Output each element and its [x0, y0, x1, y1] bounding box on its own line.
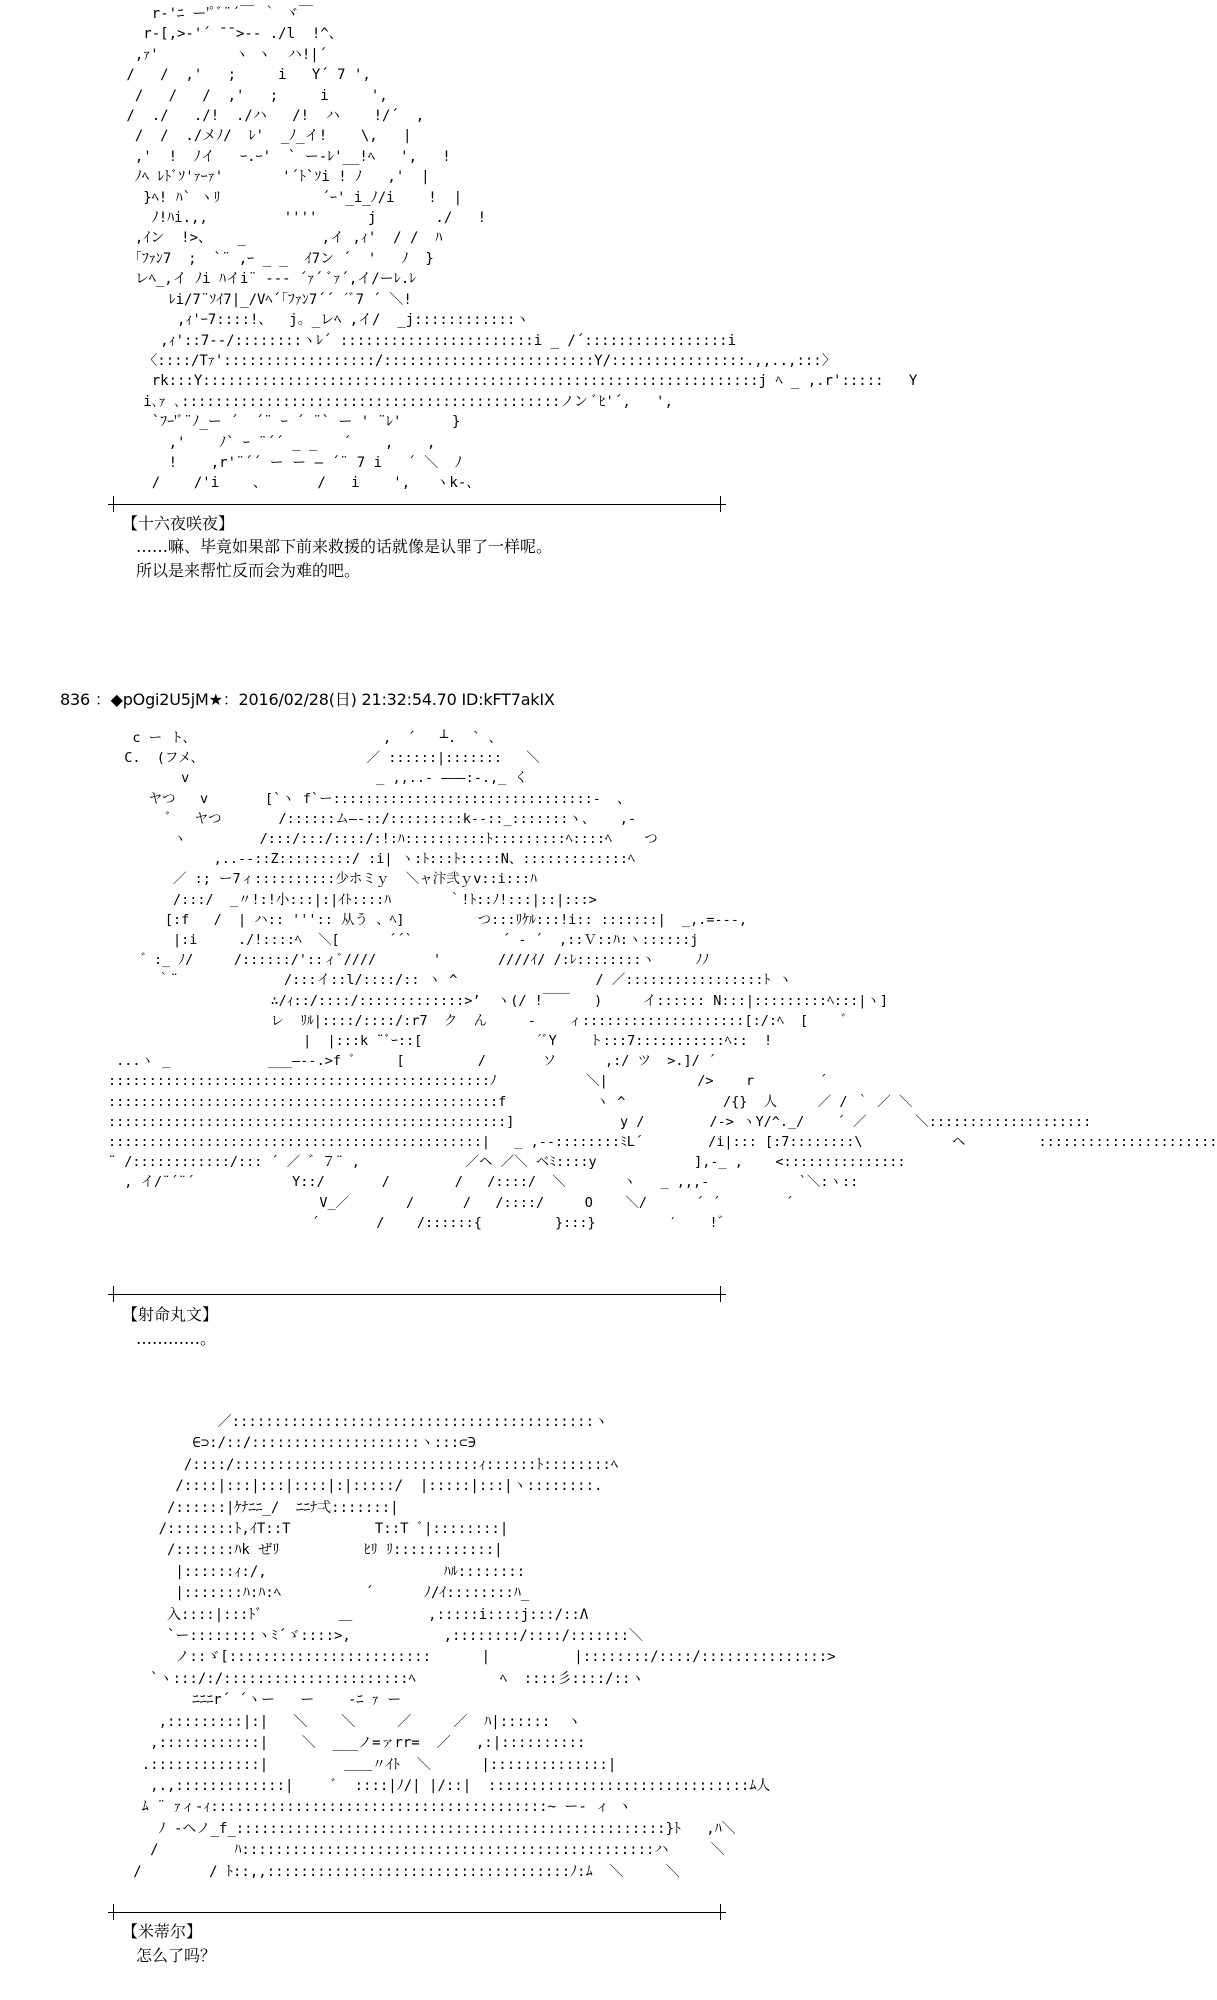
speaker-name: 【射命丸文】	[122, 1305, 219, 1324]
ascii-art-aya: c ー ト、 , ´ ┴. ` 、 C. (フメ、 ／ ::::::|::::::: ＼ v _ ,,..- ―――:-.,_ く ヤつ v [`ヽ f`ー::::::::::::::::::::::::::::::::- 、 ゛ ヤつ /::::::ム―-::/:::::::::k‐-::_:::::::ヽ、 ,- ヽ /:::/:::/::::/:!:ﾊ::::::::::ﾄ:::::::::ﾍ::::ﾍ つ ,..--::Z:::::::::/ :i| ヽ:ﾄ:::ﾄ:::::N、:::::::::::::ﾍ ／ :; ー7ィ::::::::::少ホミｙ ＼ャ汴弐ｙv::i:::ﾊ /:::/ _〃!:!小:::|:|ｲﾄ::::ﾊ ｀!ﾄ::ﾉ!:::|::|:::> [:f / | ハ:: ''':: 从う 、ﾍ] つ:::ﾘｹﾙ:::!i:: :::::::| _,.=---, |:i ./!::::ﾍ ＼[ ´´` ´ ‐ ´ ,::Ｖ::ﾊ:ヽ::::::j ゛:_ ﾉ/ /::::::/'::ィﾞ//// ' ////ｲ/ /:ﾚ::::::::ヽ ﾉﾉ ｀¨ /:::イ::l/::::/:: ヽ ^ / ／:::::::::::::::::ﾄ ヽ ∴/ｨ::/::::/:::::::::::::>’ ヽ(/ !￣￣ ) イ:::::: N:::|:::::::::ﾍ:::|ヽ] レ ﾘﾙ|::::/::::/:r7 ク ん ‐ ィ::::::::::::::::::::[:/:ﾍ [ ゛ | |:::k ¨ﾞｰ::[ ´ﾞY ト:::7:::::::::::ﾍ:: ! ...ヽ _ ___―--.>f ﾞ [ / ソ ,:/ ツ >.]/ ´ :::::::::::::::::::::::::::::::::::::::::::::::ﾉ ＼| /> r ´ ::::::::::::::::::::::::::::::::::::::::::::::::f ヽ ^ /{} 人 ／ / ｀ ／ ＼ :::::::::::::::::::::::::::::::::::::::::::::::::] y / /-> ヽY/^._/ ´ ／ ＼:::::::::::::::::::: ::::::::::::::::::::::::::::::::::::::::::::::| _ ,-‐::::::::ﾐL´ /i|::: [:7::::::::\ ヘ :::::::::::::::::::::: ¨ /::::::::::::/::: ´ ／ ゛７¨ , ／ヘ ／＼ ベﾐ::::y ],-_ , <::::::::::::::: , イ/¨´¨´ Y::/ / / /::::/ ＼ ヽ _ ,,,- `＼:ヽ:: V_／ / / /::::/ O ＼/ ´ ´ ´ ´ / /::::::{ }:::} ′ !゛	[108, 730, 1217, 1231]
speaker-name: 【十六夜咲夜】	[122, 514, 235, 533]
ascii-art-mitel: ／:::::::::::::::::::::::::::::::::::::::::::ヽ ∈⊃:/::/::::::::::::::::::::ヽ:::⊂∋ /::::/:::::::::::::::::::::::::::::ｨ::::::ﾄ::::::::ﾍ /::::|:::|:::|::::|:|:::::/ |:::::|:::|ヽ::::::::. /::::::|ｹﾅﾆﾆ_/ ﾆﾆﾅ弌:::::::| /::::::::ﾄ,ｲT::T T::T ﾞ|::::::::| /:::::::ﾊk ぜﾘ ﾋﾘ ﾘ::::::::::::| |::::::ｨ:/, ﾊﾙ:::::::: |:::::::ﾊ:ﾊ:ﾍ ´ ﾉ/ｲ::::::::ﾊ_ 入::::|:::ﾄﾞ ＿ ,:::::i::::j:::/::Λ `ー::::::::ヽﾐ´ゞ::::>, ,::::::::/::::/:::::::＼ ノ::ゞ[:::::::::::::::::::::::: | |::::::::/::::/:::::::::::::::> `ヽ:::/:/::::::::::::::::::::::ﾍ ﾍ ::::彡::::/::ヽ ﾆﾆﾆr´ ´ヽー ー -ﾆ ｧ ー ,:::::::::|:| ＼ ＼ ／ ／ ﾊ|:::::: ヽ ,::::::::::::| ＼ ___ノ=ァrr= ／ ,:|:::::::::: .:::::::::::::| ＿＿〃ｲﾄ ＼ |::::::::::::::| ,.,:::::::::::::| ﾞ ::::|ﾉ/| |/::| :::::::::::::::::::::::::::::::ﾑ人 ﾑ ¨ ｧィ-ｨ::::::::::::::::::::::::::::::::::::::::~ ー‐ ィ ヽ ﾉ -ヘノ_f_:::::::::::::::::::::::::::::::::::::::::::::::::::}ﾄ ,ﾊ＼ / ﾊ:::::::::::::::::::::::::::::::::::::::::::::::::ハ ＼ / / ﾄ::,,::::::::::::::::::::::::::::::::::::ﾉ:ﾑ ＼ ＼	[133, 1414, 836, 1880]
dialogue-line: …………。	[136, 1329, 217, 1348]
separator-line	[108, 1294, 726, 1295]
dialogue-line: ……嘛、毕竟如果部下前来救援的话就像是认罪了一样呢。	[136, 537, 553, 556]
separator-line	[108, 1912, 726, 1913]
separator-line	[108, 504, 726, 505]
dialogue-line: 怎么了吗？	[136, 1946, 217, 1965]
speaker-name: 【米蒂尔】	[122, 1922, 203, 1941]
post-header: 836 ：◆pOgi2U5jM★：2016/02/28(日) 21:32:54.70 ID:kFT7akIX	[60, 690, 555, 709]
ascii-art-sakuya: r-'ﾆ ー'ﾟﾞ¨´￣ ｀ ヾ￣ r-[,>-'´ ̄ ̄ >-‐ ./l !^、 ,ｧ' ヽ ヽ ハ!|´ / / ,' ; i Y´ 7 ', / / / ,' ; i ', / ./ ./! ./ハ /! ハ !/´ , / / ./メﾉ/ ﾚ' _ﾉ_イ! \, | ,' ! ﾉイ ｰ.ｰ' ` ー-ﾚ'__!ﾍ ', ! ﾉﾍ ﾚﾄﾞｿ'ｧｰｧ' '´ﾄ`ｿi ! ﾉ ,' | }ﾍ! ﾊ` ヽﾘ ´ｰ'_i_ﾉ/i ! | ﾉ!ﾊi.,, '''' j ./ ! ,ｲン !>、 _ ,イ ,ｨ' / / ﾊ ｢ﾌｧﾝ7 ; `¨ ,ｰ _ _ ｲ7ン ´ ' ﾉ } レﾍ_,イ ﾉi ﾊイi¨ ‐-- ´ｧ´ ﾞｧ´,イ/ーﾚ.ﾚ ﾚi/7¨ｿｲ7|_/Vﾍ´｢ﾌｧﾝ7´´ ´ﾞ7 ´ ＼! ,ｨ'ｰ7::::!、 j。_レﾍ ,イ/ _j::::::::::::ヽ ,ｨ'::7-‐/::::::::ヽﾚ´ :::::::::::::::::::::::i _ /´:::::::::::::::::i 〈::::/Tｧ'::::::::::::::::::/:::::::::::::::::::::::::Y/::::::::::::::::.,,..,:::〉 rk:::Y::::::::::::::::::::::::::::::::::::::::::::::::::::::::::::::::::j ﾍ _ ,.r'::::: Y i､ｧ ､:::::::::::::::::::::::::::::::::::::::::::::ノン ﾞﾋ'´, ', `ﾌｰ'ﾞ¨ﾉ_ー ´ ´¨ ｰ ´ ¨` ー ' ¨ﾚ' } ,' ﾉ` ｰ ¨´´ _ _ ´ , , ! ,r'¨´´ ー ー ― ´¨ 7 i ´ ＼ ﾉ / /'i 、 / i ', ヽk-、	[126, 6, 918, 492]
dialogue-line: 所以是来帮忙反而会为难的吧。	[136, 561, 361, 580]
